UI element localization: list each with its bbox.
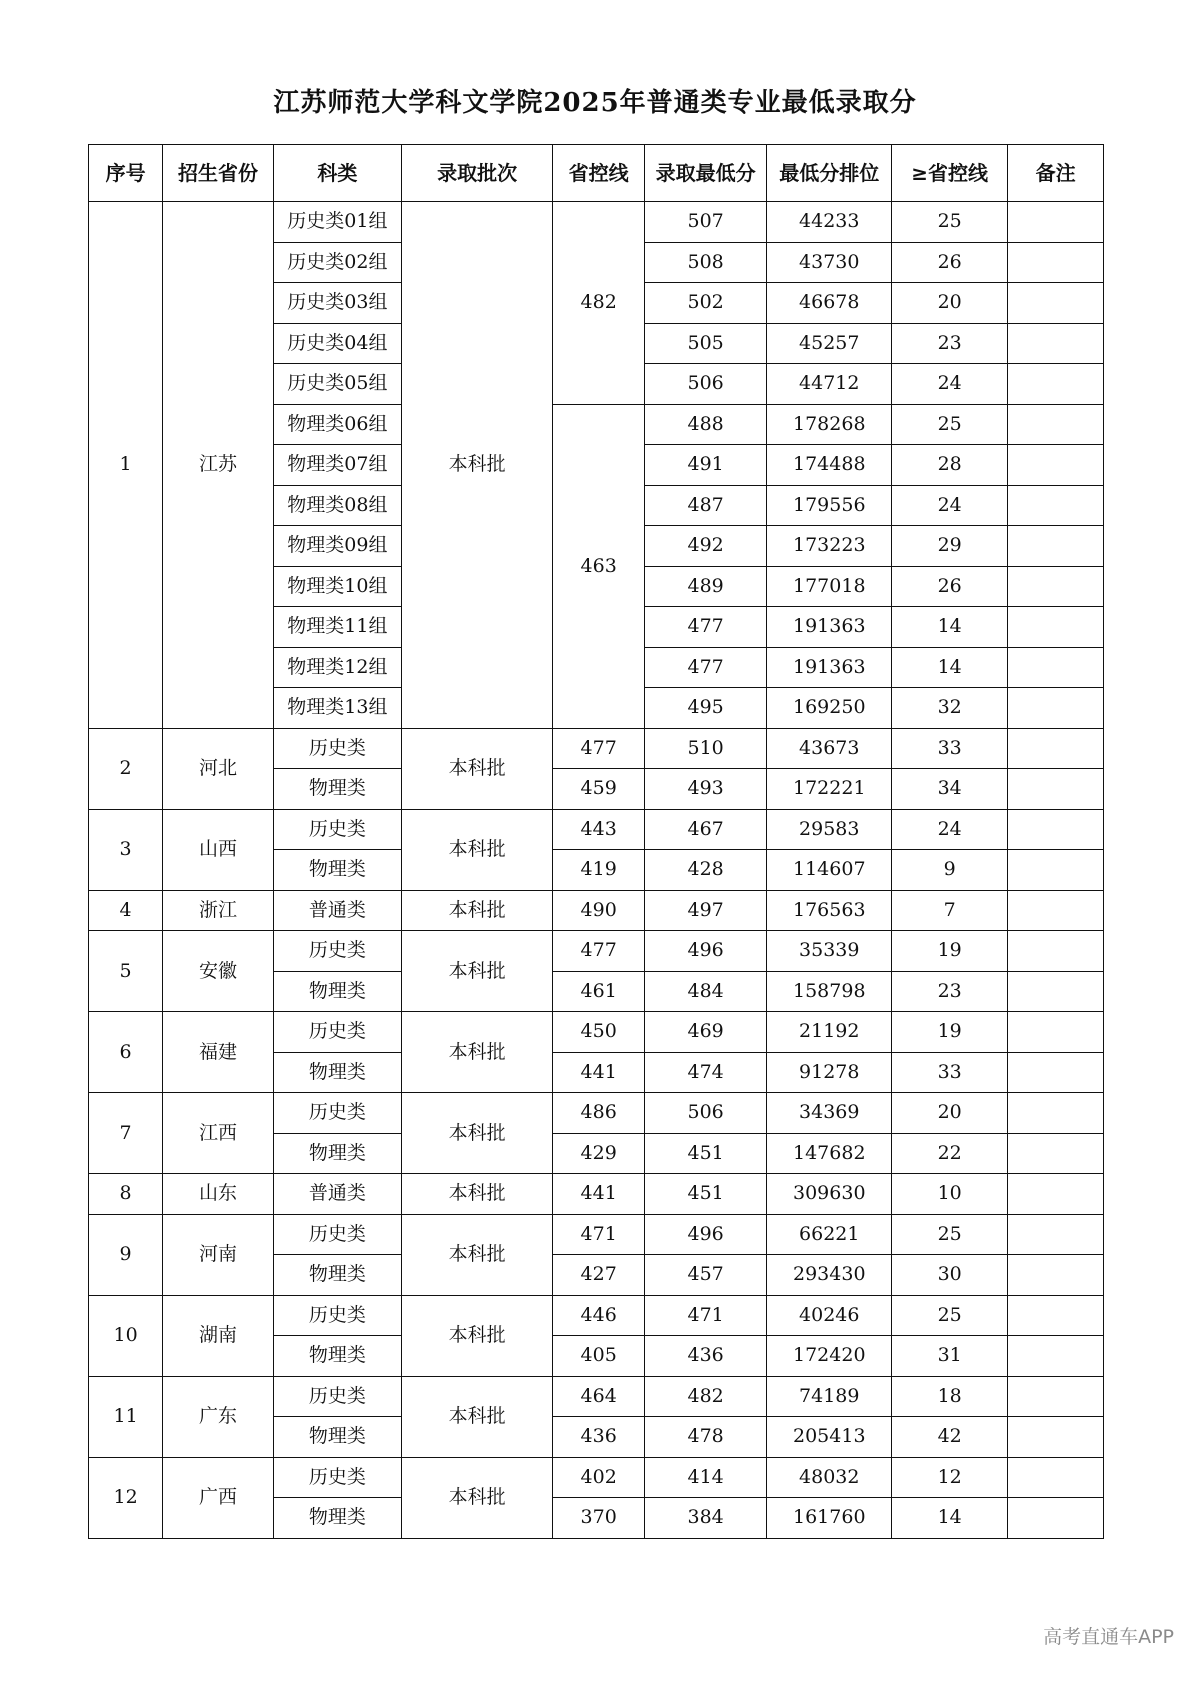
row-min-rank: 174488 xyxy=(767,445,892,486)
row-min-score: 477 xyxy=(644,607,767,648)
row-min-rank: 173223 xyxy=(767,526,892,567)
row-above-control: 23 xyxy=(892,971,1008,1012)
row-min-rank: 44712 xyxy=(767,364,892,405)
row-control-line: 405 xyxy=(553,1336,644,1377)
row-above-control: 25 xyxy=(892,202,1008,243)
row-min-rank: 169250 xyxy=(767,688,892,729)
row-province: 江西 xyxy=(163,1093,274,1174)
row-remarks xyxy=(1008,769,1104,810)
row-min-rank: 40246 xyxy=(767,1295,892,1336)
row-subject: 历史类 xyxy=(273,1295,401,1336)
row-min-rank: 35339 xyxy=(767,931,892,972)
row-above-control: 42 xyxy=(892,1417,1008,1458)
row-province: 福建 xyxy=(163,1012,274,1093)
row-control-line: 427 xyxy=(553,1255,644,1296)
row-province: 浙江 xyxy=(163,890,274,931)
row-min-rank: 43673 xyxy=(767,728,892,769)
page-title: 江苏师范大学科文学院2025年普通类专业最低录取分 xyxy=(273,88,917,118)
row-min-rank: 34369 xyxy=(767,1093,892,1134)
table-row xyxy=(89,809,1104,850)
row-min-score: 474 xyxy=(644,1052,767,1093)
row-min-score: 414 xyxy=(644,1457,767,1498)
row-subject: 普通类 xyxy=(273,890,401,931)
row-min-rank: 44233 xyxy=(767,202,892,243)
admission-score-table xyxy=(88,144,1104,1539)
row-subject: 历史类 xyxy=(273,1214,401,1255)
row-seq: 12 xyxy=(89,1457,163,1538)
row-subject: 物理类13组 xyxy=(273,688,401,729)
row-batch: 本科批 xyxy=(401,1093,553,1174)
row-control-line: 490 xyxy=(553,890,644,931)
row-min-score: 510 xyxy=(644,728,767,769)
row-control-line: 441 xyxy=(553,1052,644,1093)
row-min-rank: 178268 xyxy=(767,404,892,445)
row-above-control: 25 xyxy=(892,404,1008,445)
row-remarks xyxy=(1008,1376,1104,1417)
row-subject: 物理类 xyxy=(273,850,401,891)
row-min-score: 487 xyxy=(644,485,767,526)
row-seq: 3 xyxy=(89,809,163,890)
row-above-control: 14 xyxy=(892,1498,1008,1539)
row-subject: 物理类06组 xyxy=(273,404,401,445)
row-above-control: 24 xyxy=(892,809,1008,850)
row-remarks xyxy=(1008,607,1104,648)
row-min-rank: 309630 xyxy=(767,1174,892,1215)
row-control-line: 441 xyxy=(553,1174,644,1215)
row-min-rank: 147682 xyxy=(767,1133,892,1174)
table-row xyxy=(89,931,1104,972)
row-seq: 2 xyxy=(89,728,163,809)
row-remarks xyxy=(1008,445,1104,486)
row-remarks xyxy=(1008,728,1104,769)
row-seq: 5 xyxy=(89,931,163,1012)
row-remarks xyxy=(1008,364,1104,405)
watermark: 高考直通车APP xyxy=(1043,1626,1174,1648)
table-row xyxy=(89,728,1104,769)
table-row xyxy=(89,1093,1104,1134)
row-min-rank: 48032 xyxy=(767,1457,892,1498)
row-subject: 历史类04组 xyxy=(273,323,401,364)
row-above-control: 26 xyxy=(892,566,1008,607)
row-min-score: 467 xyxy=(644,809,767,850)
row-min-rank: 21192 xyxy=(767,1012,892,1053)
row-seq: 4 xyxy=(89,890,163,931)
row-min-score: 384 xyxy=(644,1498,767,1539)
row-subject: 物理类 xyxy=(273,1336,401,1377)
row-min-rank: 172221 xyxy=(767,769,892,810)
header-remarks: 备注 xyxy=(1008,145,1104,202)
row-province: 安徽 xyxy=(163,931,274,1012)
row-above-control: 19 xyxy=(892,1012,1008,1053)
row-control-line: 477 xyxy=(553,931,644,972)
row-min-rank: 74189 xyxy=(767,1376,892,1417)
table-row xyxy=(89,202,1104,243)
row-subject: 物理类07组 xyxy=(273,445,401,486)
table-row xyxy=(89,1214,1104,1255)
row-batch: 本科批 xyxy=(401,1376,553,1457)
row-min-score: 489 xyxy=(644,566,767,607)
row-min-rank: 179556 xyxy=(767,485,892,526)
row-subject: 历史类 xyxy=(273,1012,401,1053)
row-batch: 本科批 xyxy=(401,931,553,1012)
row-control-line: 463 xyxy=(553,404,644,728)
row-control-line: 482 xyxy=(553,202,644,405)
row-remarks xyxy=(1008,890,1104,931)
row-min-score: 506 xyxy=(644,364,767,405)
row-min-score: 451 xyxy=(644,1174,767,1215)
row-remarks xyxy=(1008,1457,1104,1498)
row-above-control: 24 xyxy=(892,364,1008,405)
row-remarks xyxy=(1008,971,1104,1012)
table-row xyxy=(89,1012,1104,1053)
row-subject: 物理类11组 xyxy=(273,607,401,648)
row-subject: 历史类 xyxy=(273,1093,401,1134)
row-subject: 物理类10组 xyxy=(273,566,401,607)
row-remarks xyxy=(1008,1012,1104,1053)
row-remarks xyxy=(1008,1052,1104,1093)
row-remarks xyxy=(1008,1498,1104,1539)
row-min-score: 478 xyxy=(644,1417,767,1458)
row-remarks xyxy=(1008,283,1104,324)
row-seq: 1 xyxy=(89,202,163,729)
row-min-score: 482 xyxy=(644,1376,767,1417)
row-batch: 本科批 xyxy=(401,728,553,809)
row-province: 山东 xyxy=(163,1174,274,1215)
row-min-score: 508 xyxy=(644,242,767,283)
row-above-control: 12 xyxy=(892,1457,1008,1498)
row-control-line: 436 xyxy=(553,1417,644,1458)
row-min-score: 496 xyxy=(644,931,767,972)
row-min-score: 495 xyxy=(644,688,767,729)
row-min-score: 477 xyxy=(644,647,767,688)
row-min-rank: 172420 xyxy=(767,1336,892,1377)
row-province: 湖南 xyxy=(163,1295,274,1376)
row-min-score: 505 xyxy=(644,323,767,364)
row-subject: 物理类09组 xyxy=(273,526,401,567)
row-min-rank: 45257 xyxy=(767,323,892,364)
row-above-control: 26 xyxy=(892,242,1008,283)
row-batch: 本科批 xyxy=(401,1214,553,1295)
row-remarks xyxy=(1008,1336,1104,1377)
row-subject: 物理类 xyxy=(273,769,401,810)
row-subject: 物理类 xyxy=(273,1417,401,1458)
header-control-line: 省控线 xyxy=(553,145,644,202)
row-batch: 本科批 xyxy=(401,890,553,931)
row-control-line: 443 xyxy=(553,809,644,850)
row-remarks xyxy=(1008,809,1104,850)
row-min-rank: 158798 xyxy=(767,971,892,1012)
row-min-rank: 176563 xyxy=(767,890,892,931)
row-remarks xyxy=(1008,526,1104,567)
row-above-control: 33 xyxy=(892,728,1008,769)
row-batch: 本科批 xyxy=(401,1457,553,1538)
row-control-line: 419 xyxy=(553,850,644,891)
row-province: 广东 xyxy=(163,1376,274,1457)
row-subject: 历史类01组 xyxy=(273,202,401,243)
row-control-line: 464 xyxy=(553,1376,644,1417)
header-province: 招生省份 xyxy=(163,145,274,202)
row-remarks xyxy=(1008,647,1104,688)
row-seq: 10 xyxy=(89,1295,163,1376)
row-min-score: 496 xyxy=(644,1214,767,1255)
row-remarks xyxy=(1008,323,1104,364)
row-control-line: 446 xyxy=(553,1295,644,1336)
row-remarks xyxy=(1008,688,1104,729)
row-remarks xyxy=(1008,1133,1104,1174)
row-seq: 8 xyxy=(89,1174,163,1215)
row-province: 山西 xyxy=(163,809,274,890)
row-min-rank: 46678 xyxy=(767,283,892,324)
row-remarks xyxy=(1008,1417,1104,1458)
row-subject: 历史类03组 xyxy=(273,283,401,324)
row-min-rank: 205413 xyxy=(767,1417,892,1458)
row-seq: 6 xyxy=(89,1012,163,1093)
row-min-rank: 293430 xyxy=(767,1255,892,1296)
row-province: 河北 xyxy=(163,728,274,809)
row-subject: 历史类 xyxy=(273,1376,401,1417)
table-row xyxy=(89,890,1104,931)
row-batch: 本科批 xyxy=(401,202,553,729)
row-remarks xyxy=(1008,1093,1104,1134)
row-above-control: 18 xyxy=(892,1376,1008,1417)
row-above-control: 14 xyxy=(892,647,1008,688)
row-min-score: 491 xyxy=(644,445,767,486)
row-above-control: 7 xyxy=(892,890,1008,931)
row-min-score: 484 xyxy=(644,971,767,1012)
row-control-line: 459 xyxy=(553,769,644,810)
row-min-score: 493 xyxy=(644,769,767,810)
row-subject: 物理类12组 xyxy=(273,647,401,688)
row-subject: 历史类 xyxy=(273,931,401,972)
row-min-score: 488 xyxy=(644,404,767,445)
header-row xyxy=(89,145,1104,202)
row-batch: 本科批 xyxy=(401,1012,553,1093)
row-subject: 物理类 xyxy=(273,1133,401,1174)
row-min-rank: 29583 xyxy=(767,809,892,850)
row-min-rank: 66221 xyxy=(767,1214,892,1255)
row-above-control: 9 xyxy=(892,850,1008,891)
row-remarks xyxy=(1008,485,1104,526)
row-above-control: 31 xyxy=(892,1336,1008,1377)
row-above-control: 29 xyxy=(892,526,1008,567)
row-above-control: 10 xyxy=(892,1174,1008,1215)
row-min-score: 457 xyxy=(644,1255,767,1296)
row-above-control: 30 xyxy=(892,1255,1008,1296)
row-min-score: 469 xyxy=(644,1012,767,1053)
row-remarks xyxy=(1008,566,1104,607)
row-remarks xyxy=(1008,202,1104,243)
table-row xyxy=(89,1174,1104,1215)
row-min-score: 428 xyxy=(644,850,767,891)
row-min-rank: 43730 xyxy=(767,242,892,283)
row-subject: 历史类02组 xyxy=(273,242,401,283)
row-above-control: 28 xyxy=(892,445,1008,486)
row-control-line: 477 xyxy=(553,728,644,769)
row-min-rank: 91278 xyxy=(767,1052,892,1093)
row-control-line: 429 xyxy=(553,1133,644,1174)
row-above-control: 20 xyxy=(892,283,1008,324)
row-control-line: 450 xyxy=(553,1012,644,1053)
row-control-line: 402 xyxy=(553,1457,644,1498)
row-above-control: 22 xyxy=(892,1133,1008,1174)
row-subject: 普通类 xyxy=(273,1174,401,1215)
table-body xyxy=(89,202,1104,1539)
row-remarks xyxy=(1008,1295,1104,1336)
row-above-control: 32 xyxy=(892,688,1008,729)
row-seq: 11 xyxy=(89,1376,163,1457)
row-province: 河南 xyxy=(163,1214,274,1295)
row-remarks xyxy=(1008,404,1104,445)
row-above-control: 24 xyxy=(892,485,1008,526)
row-remarks xyxy=(1008,1214,1104,1255)
table-row xyxy=(89,1376,1104,1417)
row-batch: 本科批 xyxy=(401,1295,553,1376)
row-above-control: 25 xyxy=(892,1214,1008,1255)
row-subject: 物理类 xyxy=(273,1498,401,1539)
row-province: 江苏 xyxy=(163,202,274,729)
row-seq: 7 xyxy=(89,1093,163,1174)
row-min-rank: 114607 xyxy=(767,850,892,891)
row-min-rank: 161760 xyxy=(767,1498,892,1539)
header-min-score: 录取最低分 xyxy=(644,145,767,202)
row-above-control: 33 xyxy=(892,1052,1008,1093)
row-subject: 物理类08组 xyxy=(273,485,401,526)
row-remarks xyxy=(1008,931,1104,972)
row-min-rank: 191363 xyxy=(767,607,892,648)
row-min-score: 451 xyxy=(644,1133,767,1174)
row-min-score: 497 xyxy=(644,890,767,931)
row-control-line: 486 xyxy=(553,1093,644,1134)
row-remarks xyxy=(1008,1174,1104,1215)
row-batch: 本科批 xyxy=(401,809,553,890)
row-subject: 物理类 xyxy=(273,971,401,1012)
row-remarks xyxy=(1008,242,1104,283)
row-above-control: 14 xyxy=(892,607,1008,648)
row-subject: 历史类 xyxy=(273,728,401,769)
header-seq: 序号 xyxy=(89,145,163,202)
row-above-control: 34 xyxy=(892,769,1008,810)
row-remarks xyxy=(1008,1255,1104,1296)
row-above-control: 25 xyxy=(892,1295,1008,1336)
row-province: 广西 xyxy=(163,1457,274,1538)
row-min-rank: 177018 xyxy=(767,566,892,607)
row-subject: 物理类 xyxy=(273,1052,401,1093)
row-control-line: 370 xyxy=(553,1498,644,1539)
row-above-control: 23 xyxy=(892,323,1008,364)
row-min-score: 471 xyxy=(644,1295,767,1336)
header-min-rank: 最低分排位 xyxy=(767,145,892,202)
table-row xyxy=(89,1295,1104,1336)
row-subject: 历史类 xyxy=(273,1457,401,1498)
row-min-score: 506 xyxy=(644,1093,767,1134)
row-control-line: 461 xyxy=(553,971,644,1012)
row-batch: 本科批 xyxy=(401,1174,553,1215)
row-above-control: 20 xyxy=(892,1093,1008,1134)
row-control-line: 471 xyxy=(553,1214,644,1255)
row-min-score: 502 xyxy=(644,283,767,324)
header-subject: 科类 xyxy=(273,145,401,202)
row-subject: 历史类 xyxy=(273,809,401,850)
row-remarks xyxy=(1008,850,1104,891)
row-min-score: 507 xyxy=(644,202,767,243)
header-batch: 录取批次 xyxy=(401,145,553,202)
row-subject: 历史类05组 xyxy=(273,364,401,405)
row-min-rank: 191363 xyxy=(767,647,892,688)
header-above-control: ≥省控线 xyxy=(892,145,1008,202)
row-above-control: 19 xyxy=(892,931,1008,972)
row-min-score: 436 xyxy=(644,1336,767,1377)
row-seq: 9 xyxy=(89,1214,163,1295)
table-row xyxy=(89,1457,1104,1498)
row-min-score: 492 xyxy=(644,526,767,567)
row-subject: 物理类 xyxy=(273,1255,401,1296)
